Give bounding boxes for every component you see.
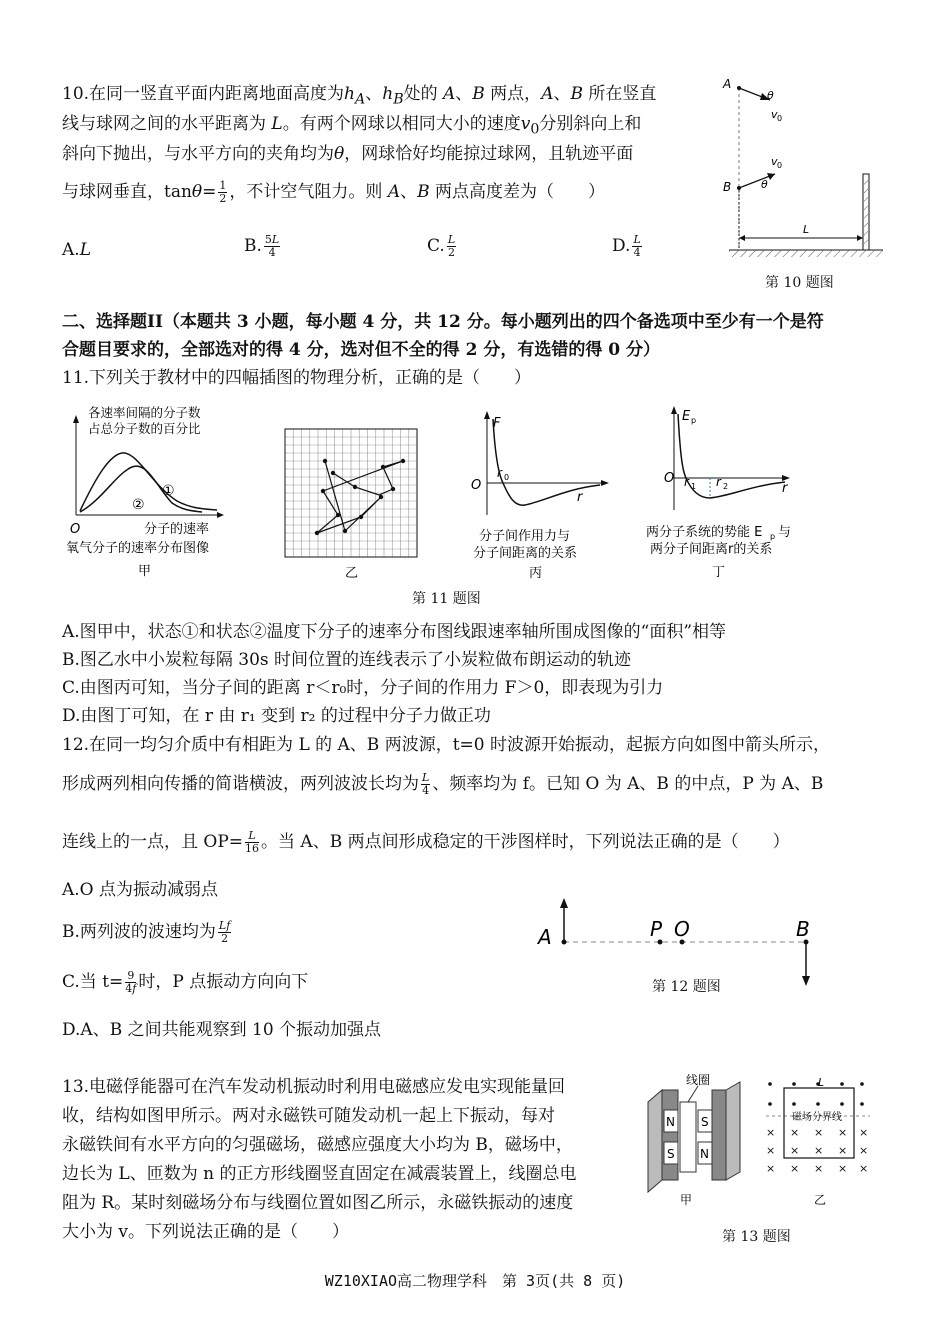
section2-header-line1: 二、选择题II（本题共 3 小题，每小题 4 分，共 12 分。每小题列出的四个备选项中至少有一个是符: [62, 312, 824, 332]
q11-option-c: C.由图丙可知，当分子间的距离 r＜r₀时，分子间的作用力 F＞0，即表现为引力: [62, 678, 664, 698]
q10-option-a: A.L: [62, 240, 91, 260]
q12-label-o: O: [674, 917, 690, 941]
ding-label-ep: E: [682, 409, 691, 424]
ding-caption-1: 两分子系统的势能 E: [646, 525, 763, 540]
ground-hatch: [729, 250, 883, 257]
jia-ylabel-2: 占总分子数的百分比: [88, 421, 201, 436]
q12-option-c: C.当 t= $\frac{9}{4f}$ 时，P 点振动方向向下: [62, 969, 309, 995]
q10-line-3: 斜向下抛出，与水平方向的夹角均为θ，网球恰好均能掠过球网，且轨迹平面: [62, 144, 634, 164]
q13-line-3: 永磁铁间有水平方向的匀强磁场，磁感应强度大小均为 B，磁场中，: [62, 1135, 573, 1155]
q10-line-1: 10.在同一竖直平面内距离地面高度为$h_A$、$h_B$处的 A、B 两点，A、B 所在竖直: [62, 84, 657, 108]
page-footer: WZ10XIAO高二物理学科 第 3页(共 8 页): [324, 1272, 626, 1290]
q11-figure-yi: [283, 427, 423, 585]
q10-figure-caption: 第 10 题图: [765, 275, 834, 291]
q13-figure-caption: 第 13 题图: [722, 1229, 791, 1245]
yi-name: 乙: [345, 566, 359, 581]
bing-caption-1: 分子间作用力与: [479, 529, 571, 544]
svg-text:0: 0: [777, 161, 783, 170]
q13-label-s1: S: [667, 1147, 675, 1161]
q11-figure-caption: 第 11 题图: [412, 591, 481, 607]
q11-option-d: D.由图丁可知，在 r 由 r₁ 变到 r₂ 的过程中分子力做正功: [62, 706, 491, 726]
svg-text:×: ×: [838, 1126, 848, 1139]
svg-text:2: 2: [723, 482, 729, 491]
q13-label-coil: 线圈: [686, 1073, 711, 1087]
svg-text:p: p: [691, 416, 697, 425]
svg-text:×: ×: [766, 1144, 776, 1157]
q11-figure-ding: [640, 400, 820, 585]
jia-origin: O: [70, 522, 81, 537]
q13-figure-yi: [762, 1074, 882, 1214]
bing-label-r: r: [577, 490, 583, 505]
q13-coil: [680, 1102, 696, 1172]
svg-text:×: ×: [766, 1162, 776, 1175]
bing-label-o: O: [471, 478, 482, 493]
svg-text:×: ×: [766, 1126, 776, 1139]
q13-crosses: [766, 1126, 868, 1175]
theta-a: θ: [767, 89, 774, 102]
q12-option-a: A.O 点为振动减弱点: [62, 880, 219, 900]
ding-label-r1: r: [684, 475, 689, 489]
svg-text:与: 与: [778, 525, 792, 540]
q12-line-3: 连线上的一点，且 OP= $\frac{L}{16}$ 。当 A、B 两点间形成稳定的干涉图样时，下列说法正确的是（ ）: [62, 829, 790, 855]
q13-label-jia: 甲: [680, 1193, 693, 1207]
svg-text:×: ×: [814, 1162, 824, 1175]
q11-figure-jia: [62, 405, 252, 585]
svg-text:×: ×: [790, 1162, 800, 1175]
q11-figure-bing: [465, 405, 615, 585]
ding-label-r: r: [782, 481, 788, 496]
q12-figure-caption: 第 12 题图: [652, 979, 721, 995]
bing-curve: [493, 419, 600, 505]
q12-label-p: P: [650, 917, 663, 941]
svg-text:×: ×: [859, 1126, 869, 1139]
svg-text:×: ×: [814, 1126, 824, 1139]
svg-text:×: ×: [790, 1126, 800, 1139]
jia-caption: 氧气分子的速率分布图像: [66, 541, 210, 556]
q13-label-l: L: [818, 1076, 825, 1089]
q13-label-boundary: 磁场分界线: [792, 1112, 842, 1123]
bing-label-f: F: [493, 416, 501, 431]
jia-xlabel: 分子的速率: [144, 522, 210, 537]
label-b: B: [723, 180, 732, 194]
q12-line-2: 形成两列相向传播的简谐横波，两列波波长均为 $\frac{L}{4}$ 、频率均为 f。已知 O 为 A、B 的中点，P 为 A、B: [62, 771, 824, 797]
q12-label-a: A: [538, 925, 552, 949]
svg-text:×: ×: [814, 1144, 824, 1157]
bing-label-r0: r: [497, 466, 502, 480]
ding-label-r2: r: [716, 475, 721, 489]
q13-label-n2: N: [700, 1147, 709, 1161]
ding-caption-2: 两分子间距离r的关系: [650, 542, 773, 557]
svg-text:0: 0: [504, 473, 510, 482]
q13-label-yi: 乙: [814, 1193, 827, 1207]
q11-stem: 11.下列关于教材中的四幅插图的物理分析，正确的是（ ）: [62, 368, 532, 388]
q12-option-b: B.两列波的波速均为 $\frac{Lf}{2}$: [62, 919, 231, 945]
svg-text:0: 0: [777, 114, 783, 123]
q13-line-1: 13.电磁俘能器可在汽车发动机振动时利用电磁感应发电实现能量回: [62, 1077, 566, 1097]
theta-b: θ: [761, 178, 768, 191]
q10-figure: [715, 70, 890, 270]
svg-text:×: ×: [838, 1144, 848, 1157]
ding-name: 丁: [712, 565, 726, 580]
jia-label-curve2: ②: [132, 497, 145, 513]
svg-text:×: ×: [790, 1144, 800, 1157]
label-a: A: [723, 77, 732, 91]
ding-label-o: O: [664, 471, 675, 486]
q13-line-4: 边长为 L、匝数为 n 的正方形线圈竖直固定在减震装置上，线圈总电: [62, 1164, 577, 1184]
q13-line-6: 大小为 v。下列说法正确的是（ ）: [62, 1222, 350, 1242]
v0-a: v: [771, 108, 778, 121]
q10-line-4: 与球网垂直，tanθ= $\frac{1}{2}$ ，不计空气阻力。则 A、B 两点高度差为（ ）: [62, 179, 606, 205]
jia-label-curve1: ①: [162, 483, 175, 499]
jia-name: 甲: [138, 564, 152, 579]
q10-option-c: C. $\frac{L}{2}$: [427, 233, 456, 259]
bing-name: 丙: [529, 566, 543, 581]
q13-line-5: 阻为 R。某时刻磁场分布与线圈位置如图乙所示，永磁铁振动的速度: [62, 1193, 574, 1213]
jia-ylabel-1: 各速率间隔的分子数: [88, 405, 201, 420]
svg-text:1: 1: [691, 482, 697, 491]
q10-option-b: B. $\frac{5L}{4}$: [244, 233, 280, 259]
yi-brownian-path: [317, 461, 403, 533]
svg-text:×: ×: [859, 1162, 869, 1175]
v0-b: v: [771, 155, 778, 168]
q13-figure-jia: [640, 1072, 770, 1212]
q13-label-s2: S: [701, 1115, 709, 1129]
jia-curve-1: [80, 453, 217, 511]
q10-line-2: 线与球网之间的水平距离为 L。有两个网球以相同大小的速度$v_0$分别斜向上和: [62, 114, 642, 138]
q11-option-a: A.图甲中，状态①和状态②温度下分子的速率分布图线跟速率轴所围成图像的“面积”相等: [62, 622, 727, 642]
q10-option-d: D. $\frac{L}{4}$: [612, 233, 641, 259]
q13-label-n1: N: [666, 1115, 675, 1129]
q12-line-1: 12.在同一均匀介质中有相距为 L 的 A、B 两波源，t=0 时波源开始振动，起振方向如图中箭头所示，: [62, 735, 831, 755]
q13-line-2: 收，结构如图甲所示。两对永磁铁可随发动机一起上下振动，每对: [62, 1106, 555, 1126]
yi-grid: [285, 429, 417, 557]
svg-text:×: ×: [859, 1144, 869, 1157]
q13-dots: [768, 1082, 864, 1106]
q11-option-b: B.图乙水中小炭粒每隔 30s 时间位置的连线表示了小炭粒做布朗运动的轨迹: [62, 650, 632, 670]
svg-text:p: p: [770, 532, 776, 541]
bing-caption-2: 分子间距离的关系: [473, 546, 578, 561]
section2-header-line2: 合题目要求的，全部选对的得 4 分，选对但不全的得 2 分，有选错的得 0 分）: [62, 340, 660, 360]
q12-label-b: B: [796, 917, 810, 941]
svg-text:×: ×: [838, 1162, 848, 1175]
q12-option-d: D.A、B 之间共能观察到 10 个振动加强点: [62, 1020, 382, 1040]
label-l: L: [803, 223, 810, 236]
